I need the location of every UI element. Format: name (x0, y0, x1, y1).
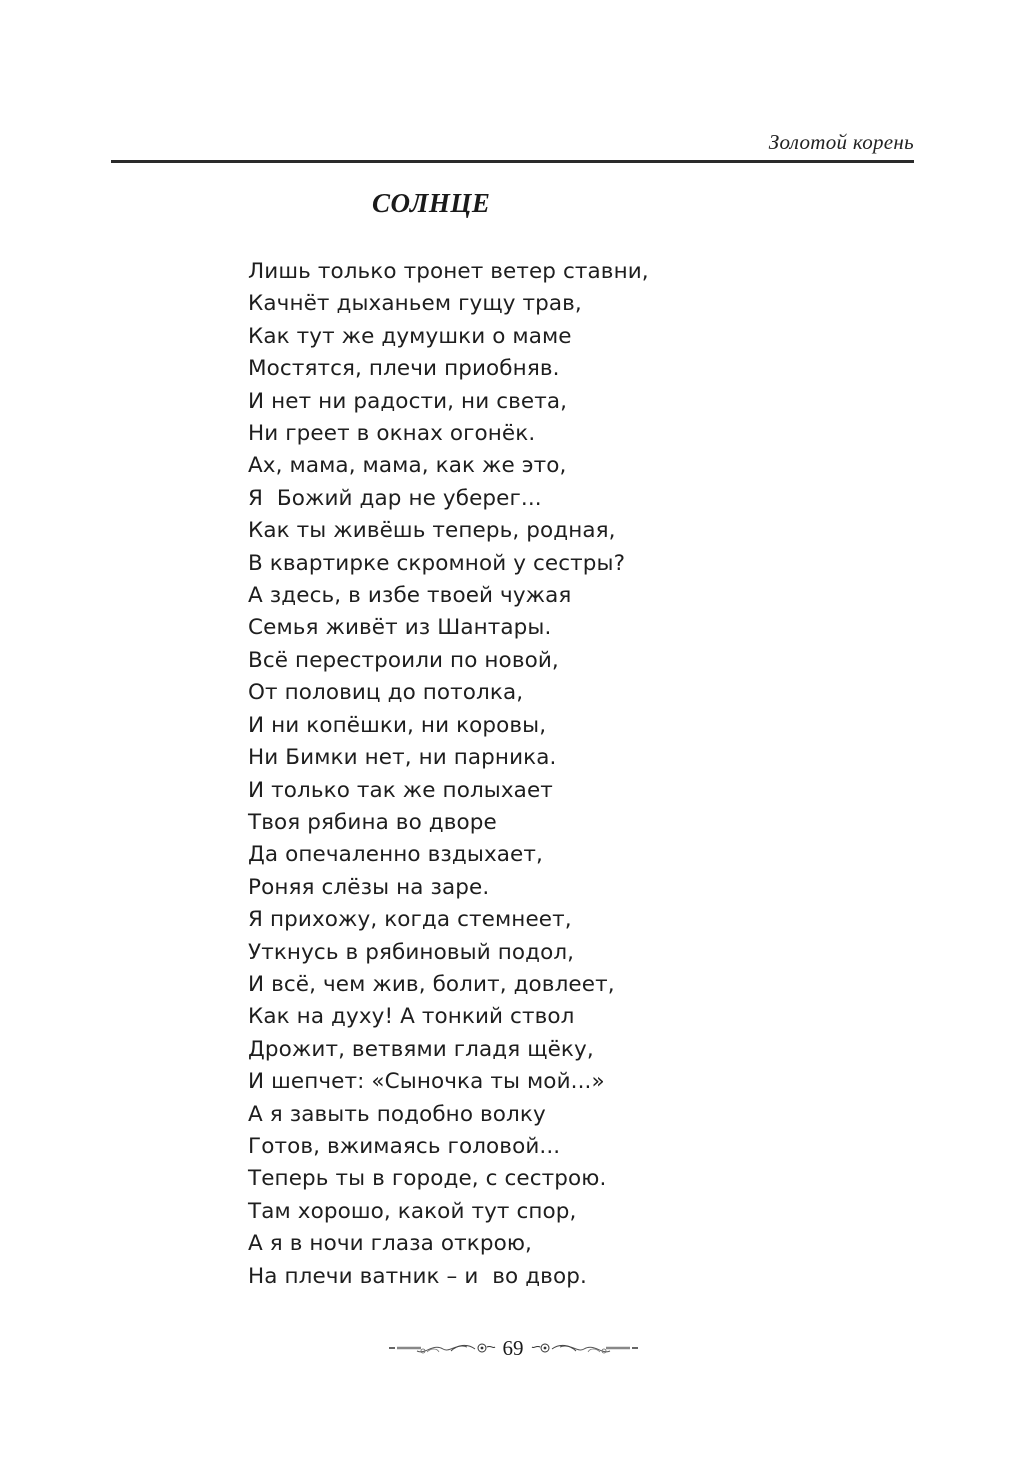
poem-line: Роняя слёзы на заре. (248, 874, 490, 900)
poem-line: А я завыть подобно волку (248, 1101, 546, 1127)
poem-line: Там хорошо, какой тут спор, (248, 1198, 577, 1224)
poem-line: От половиц до потолка, (248, 680, 524, 706)
poem-line: Как ты живёшь теперь, родная, (248, 518, 616, 544)
poem-line: Я Божий дар не уберег... (248, 485, 542, 511)
poem-line: И нет ни радости, ни света, (248, 388, 568, 414)
poem-line: Ни Бимки нет, ни парника. (248, 745, 557, 771)
page-footer (0, 1338, 1026, 1358)
poem-line: И ни копёшки, ни коровы, (248, 712, 547, 738)
poem-line: Дрожит, ветвями гладя щёку, (248, 1036, 594, 1062)
poem-line: Готов, вжимаясь головой... (248, 1133, 561, 1159)
poem-line: На плечи ватник – и во двор. (248, 1263, 587, 1289)
poem-line: Ни греет в окнах огонёк. (248, 421, 536, 447)
poem-line: Семья живёт из Шантары. (248, 615, 552, 641)
poem-line: И всё, чем жив, болит, довлеет, (248, 971, 615, 997)
poem-line: А я в ночи глаза открою, (248, 1231, 532, 1257)
poem-line: Лишь только тронет ветер ставни, (248, 259, 649, 284)
poem-line: Да опечаленно вздыхает, (248, 842, 543, 868)
poem-line: А здесь, в избе твоей чужая (248, 583, 572, 609)
poem-title: СОЛНЦЕ (372, 188, 491, 218)
poem-line: Твоя рябина во дворе (248, 809, 497, 835)
poem-line: Я прихожу, когда стемнеет, (248, 907, 572, 933)
header-rule-divider (111, 160, 914, 163)
floral-flourish-left-icon (387, 1339, 497, 1357)
running-header-book-title: Золотой корень (768, 130, 914, 154)
poem-line: Теперь ты в городе, с сестрою. (248, 1166, 607, 1192)
page-number: 69 (502, 1336, 524, 1360)
floral-flourish-right-icon (530, 1339, 640, 1357)
poem-line: Как на духу! А тонкий ствол (248, 1004, 575, 1030)
poem-line: И шепчет: «Сыночка ты мой...» (248, 1069, 605, 1095)
poem-line: Всё перестроили по новой, (248, 647, 559, 673)
poem-line: Уткнусь в рябиновый подол, (248, 939, 575, 965)
poem-line: Ах, мама, мама, как же это, (248, 453, 567, 479)
poem-line: Качнёт дыханьем гущу трав, (248, 291, 582, 317)
poem-body (248, 256, 649, 1293)
poem-line: Мостятся, плечи приобняв. (248, 356, 560, 382)
poem-line: В квартирке скромной у сестры? (248, 550, 626, 576)
poem-line: И только так же полыхает (248, 777, 553, 803)
poem-line: Как тут же думушки о маме (248, 323, 572, 349)
